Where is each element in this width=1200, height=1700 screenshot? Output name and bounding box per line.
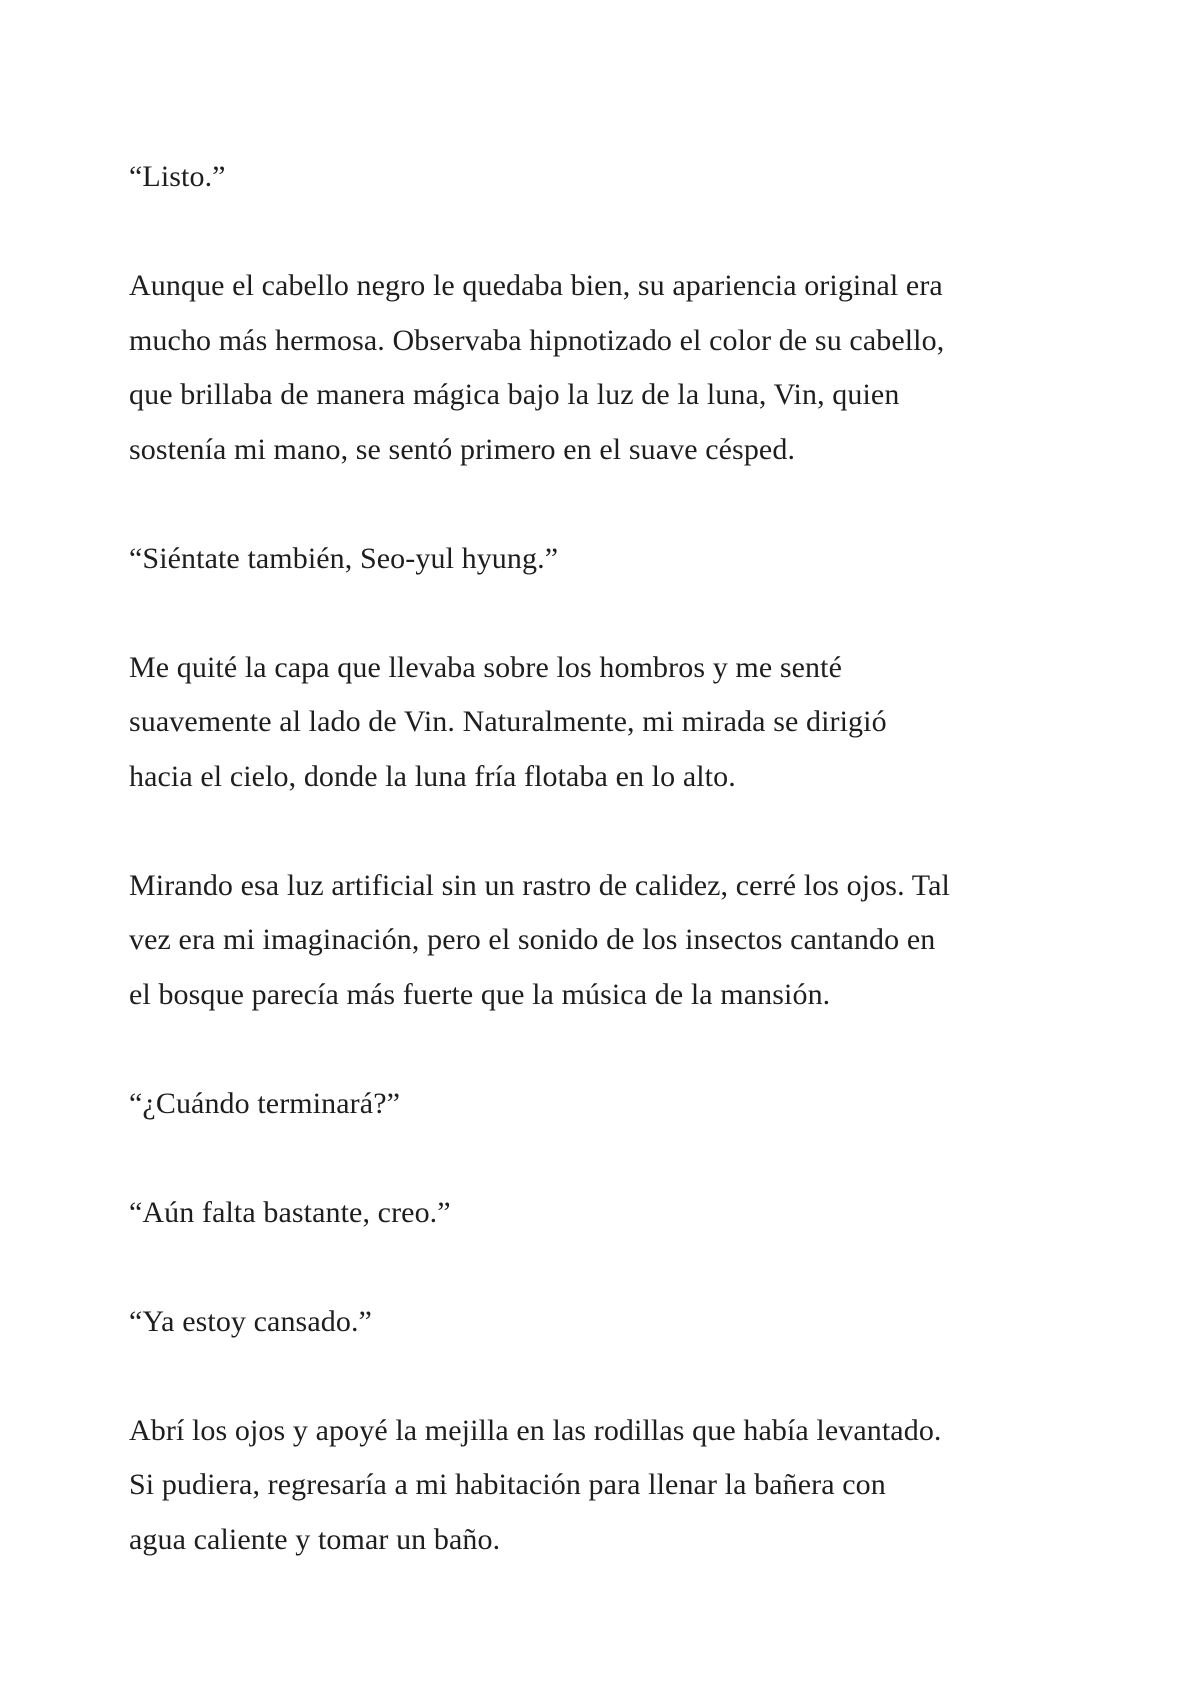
text-line: “Siéntate también, Seo-yul hyung.”: [129, 541, 559, 575]
paragraph: [129, 259, 1089, 477]
text-line: “¿Cuándo terminará?”: [129, 1086, 401, 1120]
paragraph: [129, 641, 1089, 805]
text-line: “Listo.”: [129, 160, 226, 193]
text-line: Aunque el cabello negro le quedaba bien, su apariencia original era: [129, 269, 943, 302]
paragraph: [129, 1295, 1089, 1350]
text-line: vez era mi imaginación, pero el sonido de los insectos cantando en: [129, 923, 936, 956]
paragraph: [129, 150, 1089, 205]
text-line: Mirando esa luz artificial sin un rastro de calidez, cerré los ojos. Tal: [129, 868, 950, 902]
paragraph: [129, 532, 1089, 587]
text-line: hacia el cielo, donde la luna fría flotaba en lo alto.: [129, 759, 736, 793]
text-line: mucho más hermosa. Observaba hipnotizado el color de su cabello,: [129, 323, 945, 357]
paragraph: [129, 1404, 1089, 1568]
text-line: Si pudiera, regresaría a mi habitación para llenar la bañera con: [129, 1468, 886, 1501]
text-line: el bosque parecía más fuerte que la música de la mansión.: [129, 977, 831, 1011]
text-line: Me quité la capa que llevaba sobre los hombros y me senté: [129, 650, 842, 684]
text-line: que brillaba de manera mágica bajo la luz de la luna, Vin, quien: [129, 378, 900, 411]
text-line: Abrí los ojos y apoyé la mejilla en las rodillas que había levantado.: [129, 1413, 942, 1447]
text-line: suavemente al lado de Vin. Naturalmente, mi mirada se dirigió: [129, 705, 887, 738]
text-line: “Aún falta bastante, creo.”: [129, 1195, 451, 1229]
paragraph: [129, 1186, 1089, 1241]
paragraph: [129, 859, 1089, 1023]
document-page: [129, 150, 1089, 1622]
paragraph: [129, 1077, 1089, 1132]
text-line: sostenía mi mano, se sentó primero en el suave césped.: [129, 432, 796, 466]
text-line: “Ya estoy cansado.”: [129, 1304, 372, 1338]
text-line: agua caliente y tomar un baño.: [129, 1522, 501, 1556]
